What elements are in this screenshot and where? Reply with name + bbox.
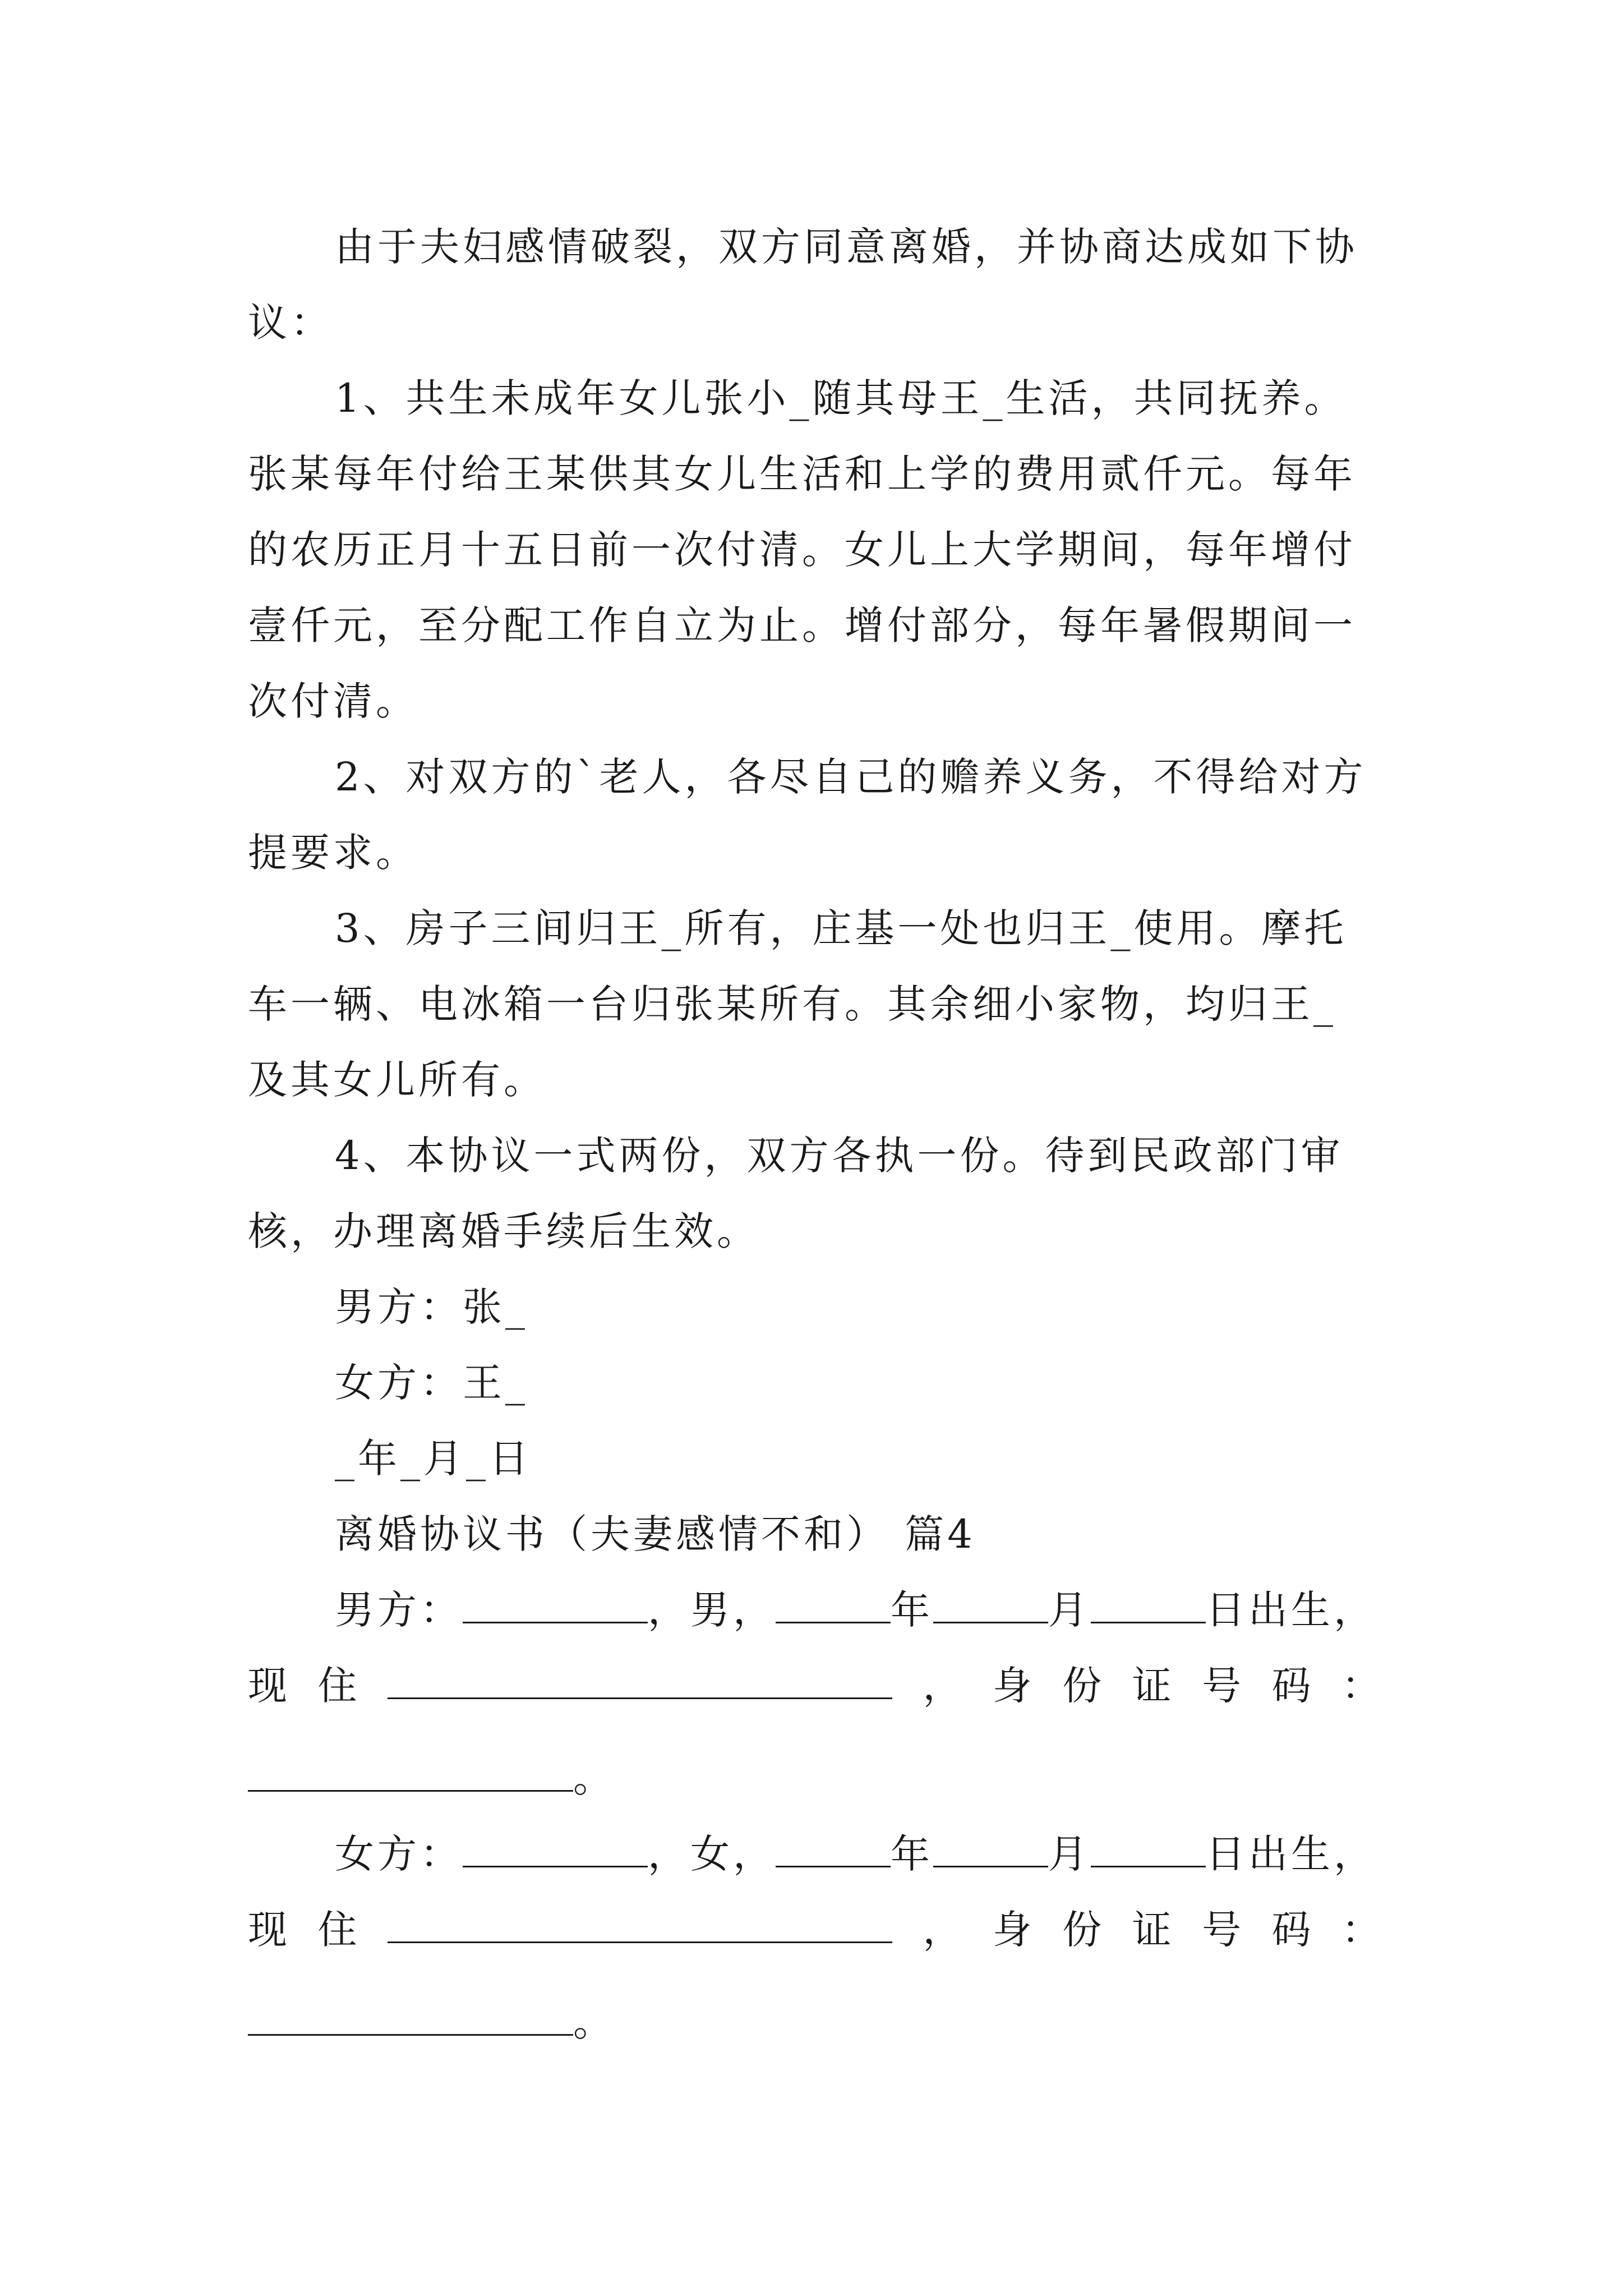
female-month-blank xyxy=(933,1826,1048,1867)
female-month-label: 月 xyxy=(1048,1831,1091,1877)
male-year-blank xyxy=(776,1582,891,1623)
male-party-line xyxy=(335,1582,1468,1638)
item3-line: 车一辆、电冰箱一台归张某所有。其余细小家物，均归王_ xyxy=(248,981,1336,1027)
item3-line: 3、房子三间归王_所有，庄基一处也归王_使用。摩托 xyxy=(335,905,1347,951)
signature-female: 女方：王_ xyxy=(335,1360,528,1406)
male-id-blank xyxy=(248,1751,573,1792)
male-addr-char: ： xyxy=(1341,1663,1381,1709)
item1-line: 次付清。 xyxy=(248,678,418,724)
male-id-line xyxy=(248,1750,1381,1806)
female-addr-char: 住 xyxy=(317,1907,357,1953)
male-addr-char: 份 xyxy=(1062,1663,1102,1709)
male-addr-char: 证 xyxy=(1132,1663,1172,1709)
item4-line: 4、本协议一式两份，双方各执一份。待到民政部门审 xyxy=(335,1133,1344,1179)
intro-line: 由于夫妇感情破裂，双方同意离婚，并协商达成如下协 xyxy=(335,224,1358,270)
male-addr-char: 住 xyxy=(317,1663,357,1709)
female-addr-char: ， xyxy=(923,1907,962,1953)
signature-date: _年_月_日 xyxy=(335,1435,532,1481)
female-year-label: 年 xyxy=(891,1831,933,1877)
item2-line: 提要求。 xyxy=(248,830,418,876)
intro-line: 议： xyxy=(248,300,333,346)
male-address-blank xyxy=(388,1658,892,1699)
signature-male: 男方：张_ xyxy=(335,1284,528,1330)
female-addr-char: ： xyxy=(1341,1907,1381,1953)
section-title: 离婚协议书（夫妻感情不和） 篇4 xyxy=(335,1511,976,1557)
item3-line: 及其女儿所有。 xyxy=(248,1057,546,1103)
item1-line: 张某每年付给王某供其女儿生活和上学的费用贰仟元。每年 xyxy=(248,451,1356,497)
female-party-line xyxy=(335,1826,1468,1882)
female-addr-char: 号 xyxy=(1202,1907,1242,1953)
female-id-blank xyxy=(248,1995,573,2036)
female-year-blank xyxy=(776,1826,891,1867)
male-year-label: 年 xyxy=(891,1587,933,1633)
female-gender: ，女， xyxy=(648,1831,776,1877)
male-addr-char: ， xyxy=(923,1663,962,1709)
female-address-line xyxy=(248,1902,1381,1958)
male-name-blank xyxy=(463,1582,648,1623)
male-birth-label: 日出生， xyxy=(1206,1587,1376,1633)
female-day-blank xyxy=(1091,1826,1206,1867)
item4-line: 核，办理离婚手续后生效。 xyxy=(248,1208,759,1254)
female-birth-label: 日出生， xyxy=(1206,1831,1376,1877)
female-addr-char: 身 xyxy=(992,1907,1032,1953)
item1-line: 壹仟元，至分配工作自立为止。增付部分，每年暑假期间一 xyxy=(248,602,1356,648)
female-label: 女方： xyxy=(335,1831,463,1877)
female-name-blank xyxy=(463,1826,648,1867)
male-day-blank xyxy=(1091,1582,1206,1623)
female-addr-char: 码 xyxy=(1271,1907,1311,1953)
male-gender: ，男， xyxy=(648,1587,776,1633)
female-id-end: 。 xyxy=(573,1999,616,2045)
male-address-line xyxy=(248,1658,1381,1714)
male-month-label: 月 xyxy=(1048,1587,1091,1633)
male-month-blank xyxy=(933,1582,1048,1623)
item2-line: 2、对双方的`老人，各尽自己的赡养义务，不得给对方 xyxy=(335,754,1367,800)
female-id-line xyxy=(248,1994,1381,2050)
female-address-blank xyxy=(388,1902,892,1943)
item1-line: 1、共生未成年女儿张小_随其母王_生活，共同抚养。 xyxy=(335,375,1347,421)
female-addr-char: 现 xyxy=(248,1907,287,1953)
item1-line: 的农历正月十五日前一次付清。女儿上大学期间，每年增付 xyxy=(248,527,1356,573)
male-id-end: 。 xyxy=(573,1755,616,1801)
male-addr-char: 码 xyxy=(1271,1663,1311,1709)
male-addr-char: 身 xyxy=(992,1663,1032,1709)
male-label: 男方： xyxy=(335,1587,463,1633)
male-addr-char: 号 xyxy=(1202,1663,1242,1709)
female-addr-char: 证 xyxy=(1132,1907,1172,1953)
male-addr-char: 现 xyxy=(248,1663,287,1709)
female-addr-char: 份 xyxy=(1062,1907,1102,1953)
